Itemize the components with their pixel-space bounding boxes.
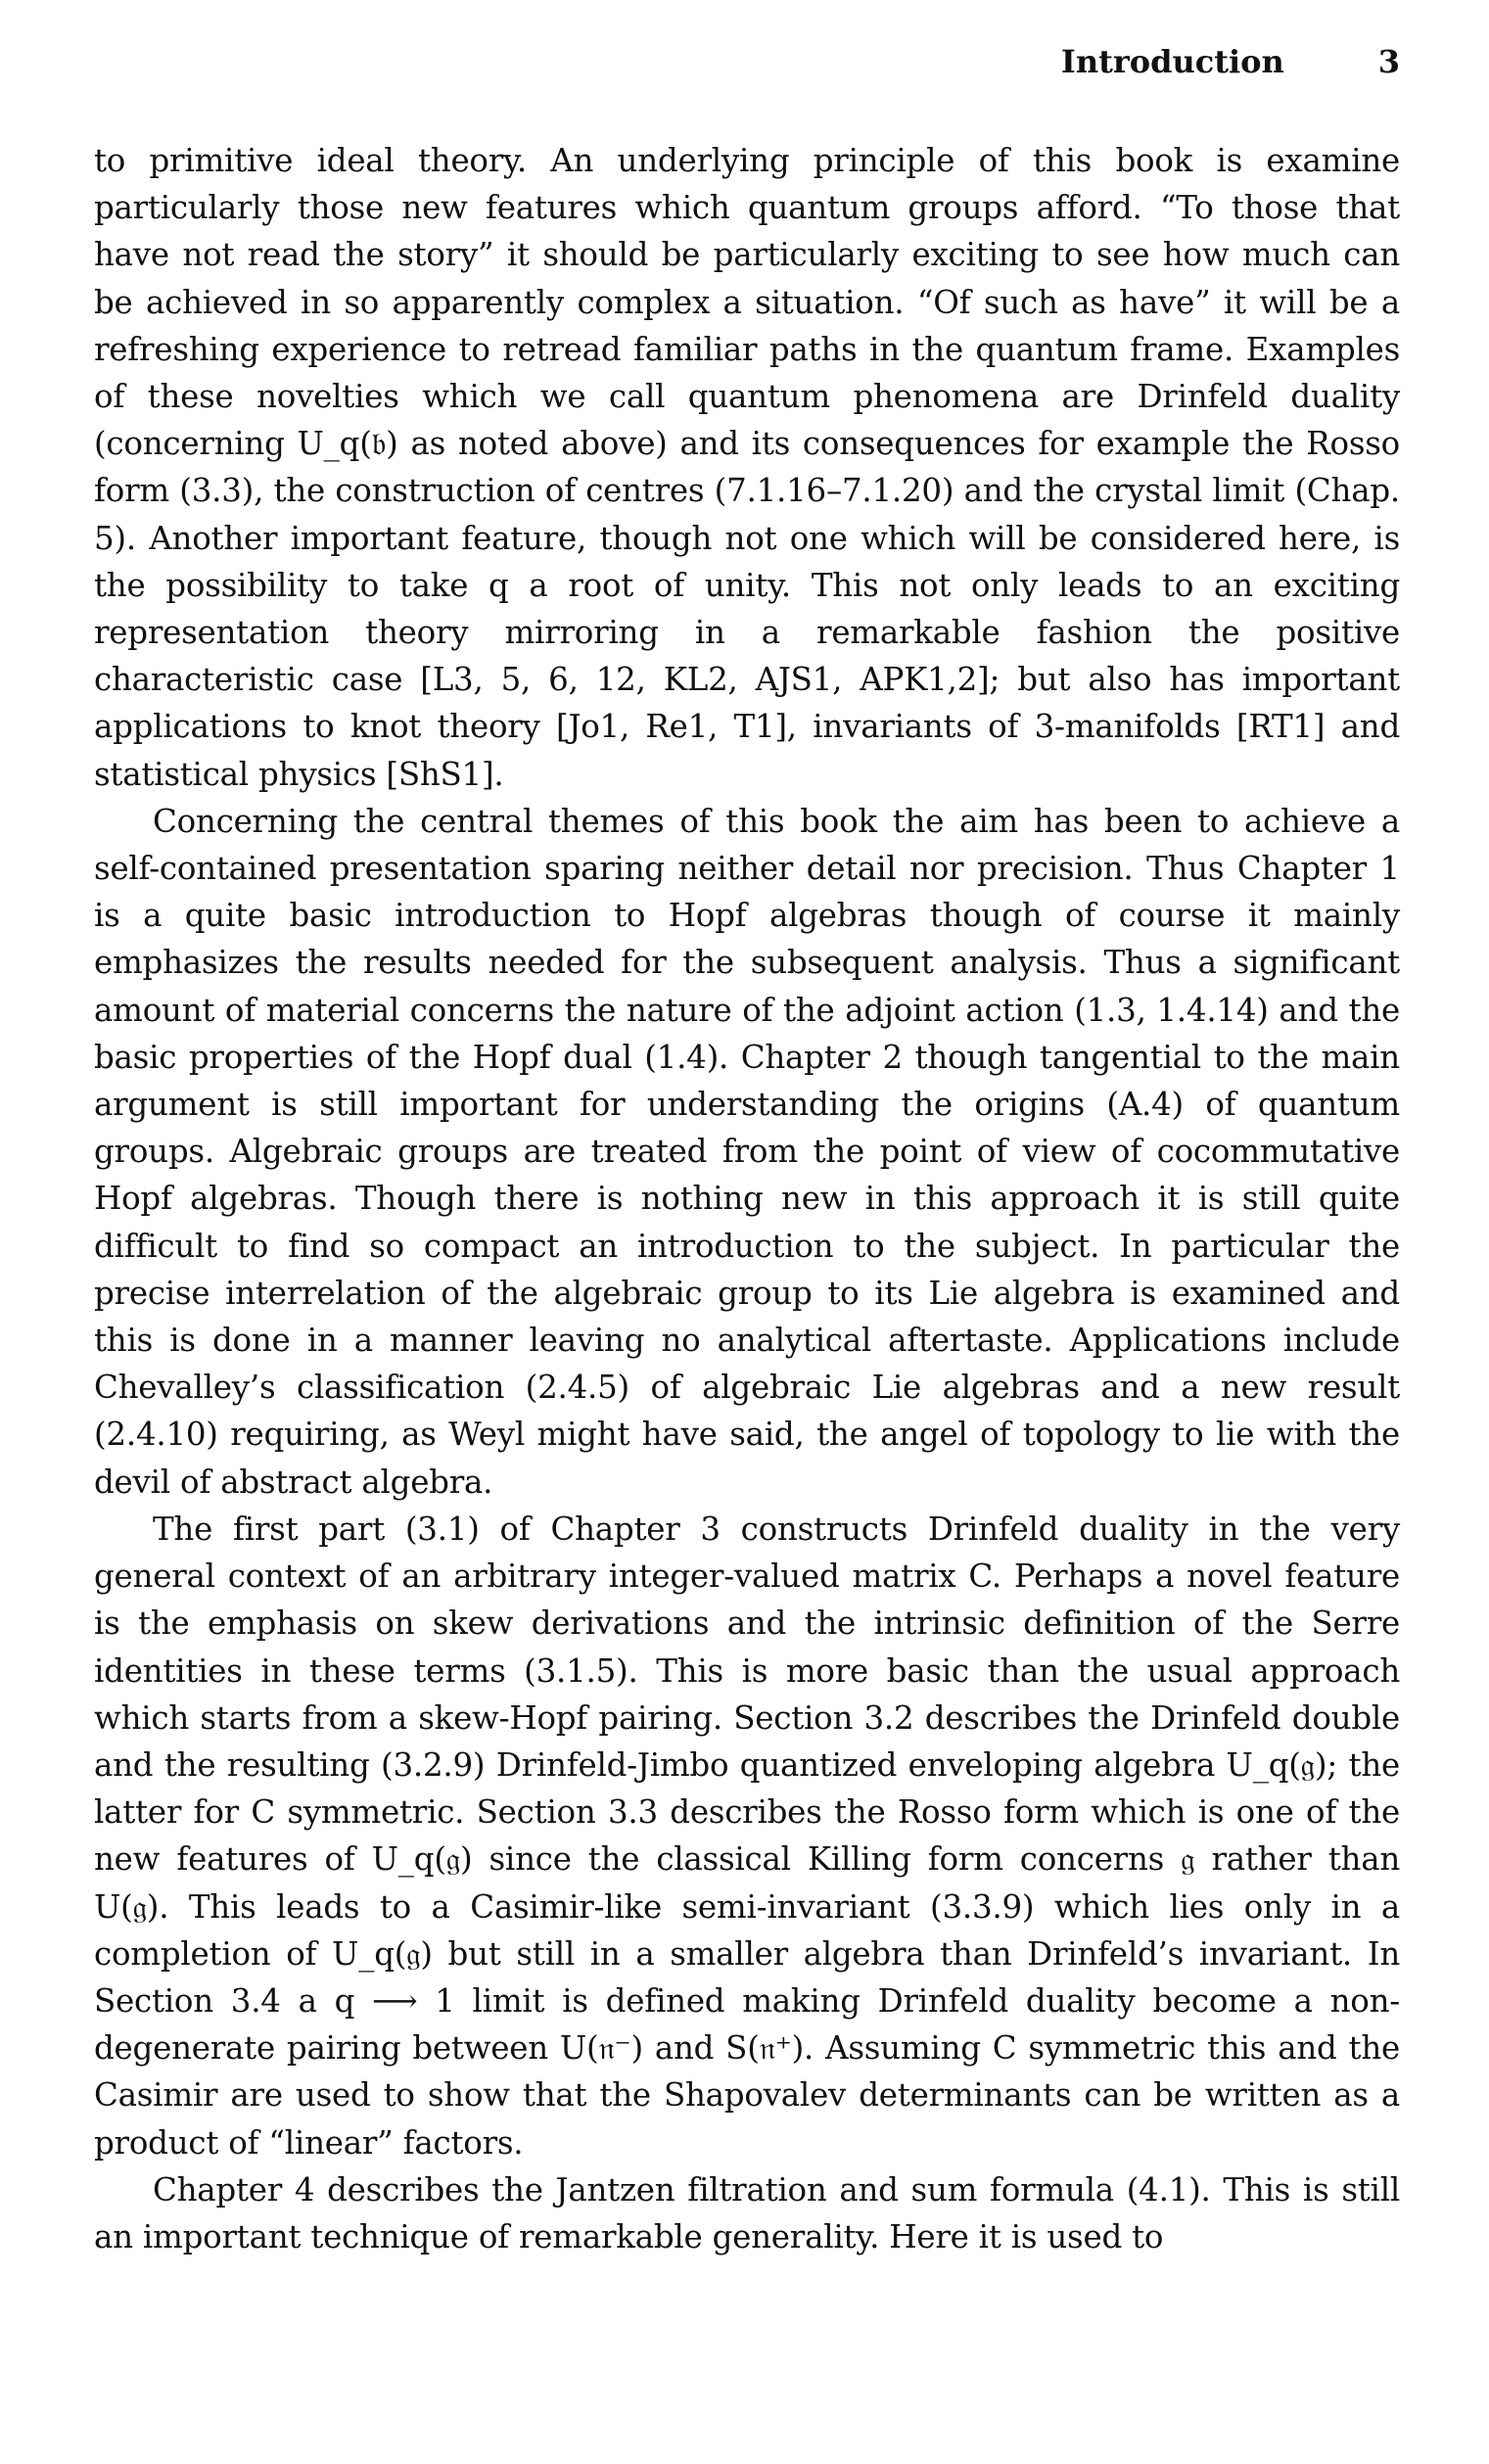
running-head bbox=[0, 43, 1400, 80]
body-text bbox=[94, 137, 1400, 2260]
paragraph-1: to primitive ideal theory. An underlying principle of this book is examine particularly those new features which quantum groups afford. “To those that have not read the story” it should be particularly exciting to see how much can be achieved in so apparently complex a situation. “Of such as have” it will be a refreshing experience to retread familiar paths in the quantum frame. Examples of these novelties which we call quantum phenomena are Drinfeld duality (concerning U_q(𝔟) as noted above) and its consequences for example the Rosso form (3.3), the construction of centres (7.1.16–7.1.20) and the crystal limit (Chap. 5). Another important feature, though not one which will be considered here, is the possibility to take q a root of unity. This not only leads to an exciting representation theory mirroring in a remarkable fashion the positive characteristic case [L3, 5, 6, 12, KL2, AJS1, APK1,2]; but also has important applications to knot theory [Jo1, Re1, T1], invariants of 3-manifolds [RT1] and statistical physics [ShS1]. bbox=[94, 142, 1400, 793]
paragraph-2: Concerning the central themes of this book the aim has been to achieve a self-contained presentation sparing neither detail nor precision. Thus Chapter 1 is a quite basic introduction to Hopf algebras though of course it mainly emphasizes the results needed for the subsequent analysis. Thus a significant amount of material concerns the nature of the adjoint action (1.3, 1.4.14) and the basic properties of the Hopf dual (1.4). Chapter 2 though tangential to the main argument is still important for understanding the origins (A.4) of quantum groups. Algebraic groups are treated from the point of view of cocommutative Hopf algebras. Though there is nothing new in this approach it is still quite difficult to find so compact an introduction to the subject. In particular the precise interrelation of the algebraic group to its Lie algebra is examined and this is done in a manner leaving no analytical aftertaste. Applications include Chevalley’s classification (2.4.5) of algebraic Lie algebras and a new result (2.4.10) requiring, as Weyl might have said, the angel of topology to lie with the devil of abstract algebra. bbox=[94, 802, 1400, 1501]
running-title: Introduction bbox=[1060, 43, 1284, 80]
paragraph-4: Chapter 4 describes the Jantzen filtration and sum formula (4.1). This is still an important technique of remarkable generality. Here it is used to bbox=[94, 2170, 1400, 2255]
paragraph-3: The first part (3.1) of Chapter 3 constructs Drinfeld duality in the very general context of an arbitrary integer-valued matrix C. Perhaps a novel feature is the emphasis on skew derivations and the intrinsic definition of the Serre identities in these terms (3.1.5). This is more basic than the usual approach which starts from a skew-Hopf pairing. Section 3.2 describes the Drinfeld double and the resulting (3.2.9) Drinfeld-Jimbo quantized enveloping algebra U_q(𝔤); the latter for C symmetric. Section 3.3 describes the Rosso form which is one of the new features of U_q(𝔤) since the classical Killing form concerns 𝔤 rather than U(𝔤). This leads to a Casimir-like semi-invariant (3.3.9) which lies only in a completion of U_q(𝔤) but still in a smaller algebra than Drinfeld’s invariant. In Section 3.4 a q ⟶ 1 limit is defined making Drinfeld duality become a non-degenerate pairing between U(𝔫⁻) and S(𝔫⁺). Assuming C symmetric this and the Casimir are used to show that the Shapovalev determinants can be written as a product of “linear” factors. bbox=[94, 1510, 1400, 2162]
page-number: 3 bbox=[1377, 43, 1400, 80]
